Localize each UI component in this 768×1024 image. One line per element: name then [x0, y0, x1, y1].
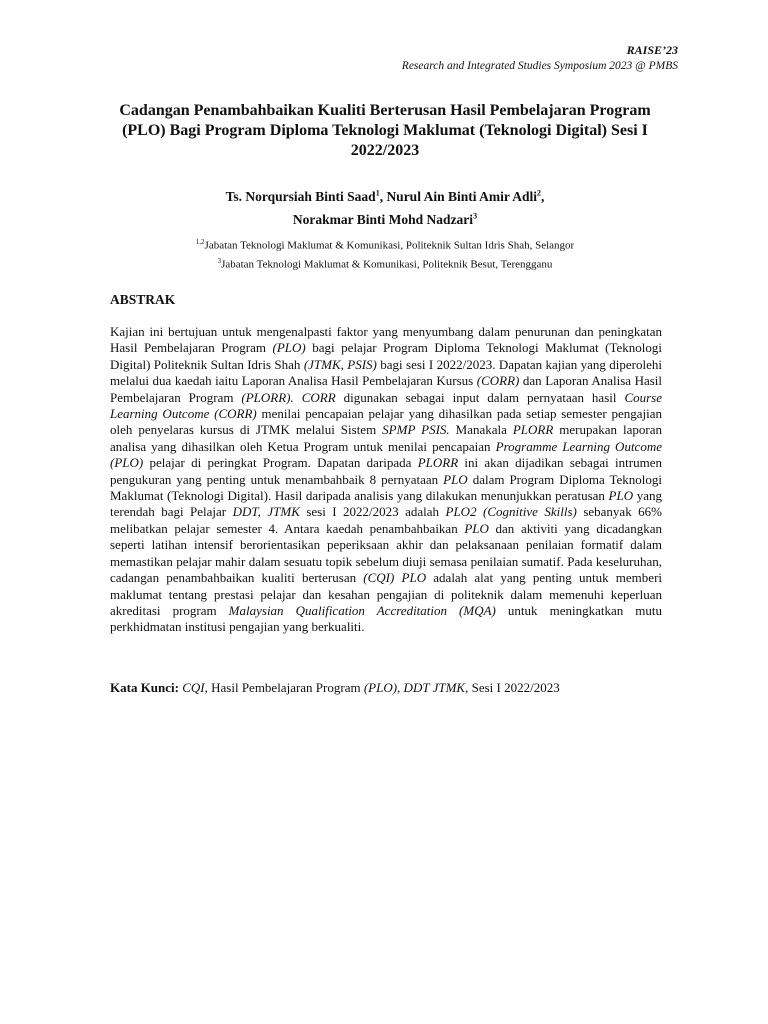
- keywords-segment: Hasil Pembelajaran Program: [207, 680, 364, 695]
- abstract-segment: sesi I 2022/2023 adalah: [299, 504, 446, 520]
- abstract-segment: yang terendah bagi Pelajar: [110, 488, 662, 520]
- abstract-segment: (PLORR). CORR: [241, 389, 336, 405]
- keywords-line: [110, 680, 560, 696]
- abstract-segment: Malaysian Qualification Accreditation (MQA): [228, 602, 496, 618]
- abstract-segment: pelajar di peringkat Program. Dapatan daripada: [143, 455, 418, 471]
- conference-header: [402, 43, 678, 73]
- abstract-segment: Programme Learning Outcome (PLO): [110, 438, 662, 471]
- abstract-segment: ini akan dijadikan sebagai intrumen pengukuran yang penting untuk menambahbaik 8 pernyataan: [110, 455, 662, 487]
- conference-name: RAISE’23: [626, 43, 678, 57]
- affiliation-2: $^3$Jabatan Teknologi Maklumat & Komunikasi, Politeknik Besut, Terengganu: [217, 256, 553, 271]
- author-list: [110, 183, 660, 230]
- affiliation-1: $^{1,2}$Jabatan Teknologi Maklumat & Komunikasi, Politeknik Sultan Idris Shah, Selangor: [195, 238, 575, 252]
- abstract-segment: PLO2 (Cognitive Skills): [445, 504, 577, 520]
- author-2: Nurul Ain Binti Amir Adli$^2$,: [386, 188, 545, 204]
- abstract-heading: ABSTRAK: [110, 292, 176, 307]
- abstract-segment: dan Laporan Analisa Hasil Pembelajaran Program: [110, 373, 663, 405]
- author-1: Ts. Norqursiah Binti Saad$^1$,: [225, 188, 387, 204]
- abstract-segment: (JTMK, PSIS): [303, 356, 377, 372]
- affiliation-list: [110, 235, 660, 272]
- conference-subtitle: Research and Integrated Studies Symposium 2023 @ PMBS: [401, 60, 678, 72]
- abstract-segment: (PLO): [272, 340, 306, 356]
- abstract-segment: bagi pelajar Program Diploma Teknologi Maklumat (Teknologi Digital) Politeknik Sultan Idris Shah: [110, 340, 662, 372]
- abstract-segment: bagi sesi I 2022/2023. Dapatan kajian yang diperolehi melalui dua kaedah iaitu Laporan Analisa Hasil Pembelajaran Kursus: [110, 356, 662, 389]
- abstract-segment: dalam Program Diploma Teknologi Maklumat (Teknologi Digital). Hasil daripada analisis yang dilakukan menunjukkan peratusan: [110, 471, 662, 504]
- abstract-segment: PLORR: [512, 422, 554, 438]
- abstract-segment: digunakan sebagai input dalam pernyataan hasil: [335, 389, 625, 405]
- author-3: Norakmar Binti Mohd Nadzari$^3$: [292, 211, 478, 227]
- abstract-segment: Course Learning Outcome (CORR): [110, 389, 662, 422]
- abstract-body: [110, 324, 662, 636]
- keywords-segment: , Sesi I 2022/2023: [465, 680, 560, 695]
- keywords-text: [179, 680, 560, 695]
- abstract-segment: SPMP PSIS.: [382, 422, 450, 438]
- abstract-segment: untuk meningkatkan mutu perkhidmatan institusi pengajian yang berkualiti.: [110, 602, 662, 635]
- abstract-segment: dan aktiviti yang dicadangkan seperti latihan intensif berorientasikan peperiksaan akhir dan pelaksanaan penilaian formatif dalam memastikan pelajar mahir dalam sesuatu topik sebelum diuji semasa penilaian sumatif. Pada keseluruhan, cadangan penambahbaikan kualiti berterusan: [110, 520, 663, 586]
- keywords-label: Kata Kunci:: [110, 680, 179, 695]
- abstract-segment: merupakan laporan analisa yang dihasilkan oleh Ketua Program untuk menilai pencapaian: [110, 422, 662, 454]
- abstract-segment: sebanyak 66% melibatkan pelajar semester 4. Antara kaedah penambahbaikan: [110, 504, 662, 536]
- abstract-segment: PLO: [464, 520, 489, 536]
- abstract-segment: Kajian ini bertujuan untuk mengenalpasti faktor yang menyumbang dalam penurunan dan peningkatan Hasil Pembelajaran Program: [110, 324, 662, 356]
- abstract-segment: PLO: [608, 488, 634, 504]
- keywords-segment: CQI,: [182, 680, 208, 695]
- abstract-segment: PLORR: [417, 455, 459, 471]
- abstract-segment: (CORR): [476, 373, 520, 389]
- keywords-segment: (PLO), DDT JTMK: [363, 680, 466, 695]
- abstract-segment: PLO: [443, 471, 468, 487]
- abstract-segment: adalah alat yang penting untuk memberi maklumat tentang prestasi pelajar dan kesahan pengajian di politeknik dalam memenuhi keperluan akreditasi program: [110, 570, 663, 618]
- abstract-segment: (CQI) PLO: [363, 570, 427, 586]
- paper-title: Cadangan Penambahbaikan Kualiti Berterusan Hasil Pembelajaran Program (PLO) Bagi Program Diploma Teknologi Maklumat (Teknologi Digital) Sesi I 2022/2023: [119, 102, 651, 159]
- abstract-segment: menilai pencapaian pelajar yang dihasilkan pada setiap semester pengajian oleh penyelaras kursus di JTMK melalui Sistem: [110, 406, 662, 438]
- abstract-segment: Manakala: [449, 422, 513, 438]
- abstract-segment: DDT, JTMK: [232, 504, 300, 520]
